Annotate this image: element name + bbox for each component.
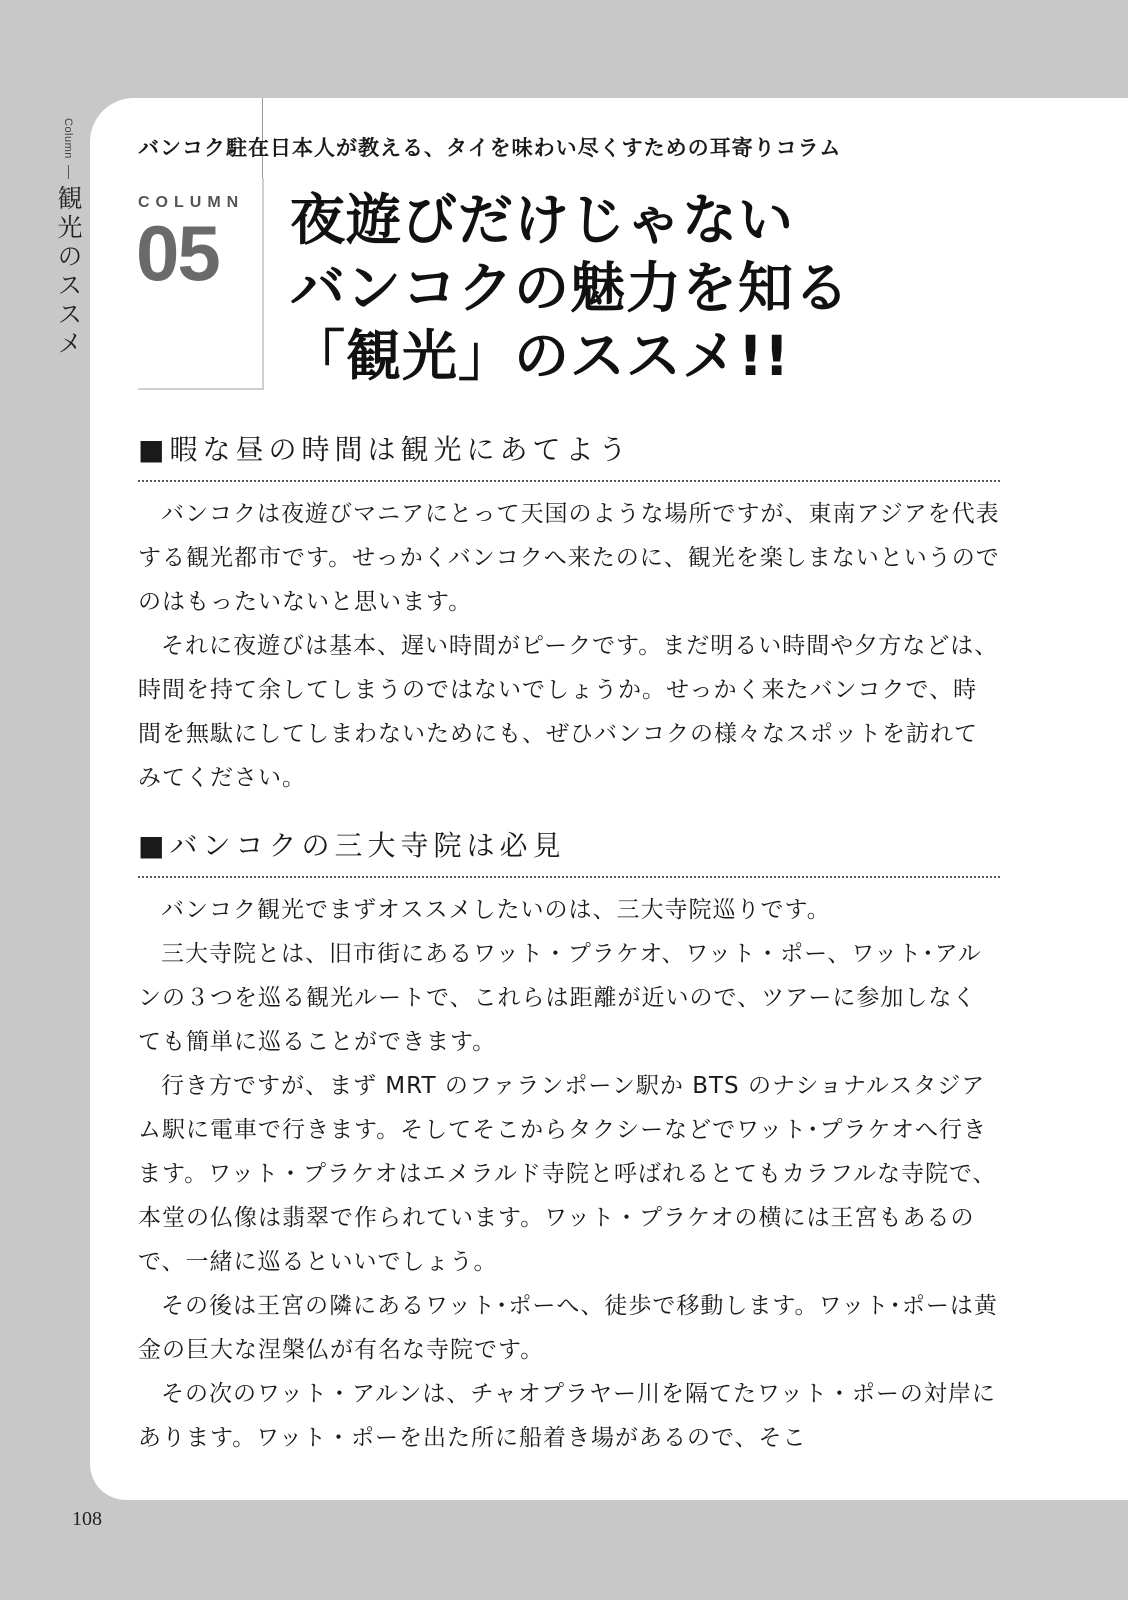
side-section-title: 観光のススメ (54, 184, 83, 359)
page-title-line: 夜遊びだけじゃない (290, 188, 795, 252)
section-heading: ■バンコクの三大寺院は必見 (138, 824, 1000, 878)
section-body (138, 888, 1000, 1460)
header-horizontal-rule (138, 388, 264, 390)
paragraph: その次のワット・アルンは、チャオプラヤー川を隔てたワット・ポーの対岸にあります。ワット・ポーを出た所に船着き場があるので、そこ (138, 1381, 996, 1451)
column-label: COLUMN (138, 194, 245, 211)
side-column-tab (48, 118, 88, 359)
page-title-line: 「観光」のススメ!! (290, 324, 791, 388)
section-body (138, 492, 1000, 800)
section-heading: ■暇な昼の時間は観光にあてよう (138, 428, 1000, 482)
side-column-label: Column (62, 118, 74, 159)
header-vertical-rule (262, 178, 264, 390)
page-title-line: バンコクの魅力を知る (290, 256, 851, 320)
paragraph: バンコク観光でまずオススメしたいのは、三大寺院巡りです。 (161, 897, 831, 923)
page-title (290, 186, 1010, 390)
paragraph: その後は王宮の隣にあるワット･ポーへ、徒歩で移動します。ワット･ポーは黄金の巨大な涅槃仏が有名な寺院です。 (138, 1293, 998, 1363)
paragraph: それに夜遊びは基本、遅い時間がピークです。まだ明るい時間や夕方などは、時間を持て余してしまうのではないでしょうか。せっかく来たバンコクで、時間を無駄にしてしまわないためにも、ぜひバンコクの様々なスポットを訪れてみてください。 (138, 633, 999, 791)
paragraph: 行き方ですが、まず MRT のファランポーン駅か BTS のナショナルスタジアム駅に電車で行きます。そしてそこからタクシーなどでワット･プラケオへ行きます。ワット・プラケオはエメラルド寺院と呼ばれるとてもカラフルな寺院で、本堂の仏像は翡翠で作られています。ワット・プラケオの横には王宮もあるので、一緒に巡るといいでしょう。 (138, 1073, 997, 1275)
page-number: 108 (72, 1508, 102, 1530)
side-divider (68, 165, 69, 179)
header-kicker: バンコク駐在日本人が教える、タイを味わい尽くすための耳寄りコラム (138, 136, 842, 160)
paragraph: 三大寺院とは、旧市街にあるワット・プラケオ、ワット・ポー、ワット･アルンの３つを巡る観光ルートで、これらは距離が近いので、ツアーに参加しなくても簡単に巡ることができます。 (138, 941, 982, 1055)
column-number: 05 (136, 209, 219, 297)
paragraph: バンコクは夜遊びマニアにとって天国のような場所ですが、東南アジアを代表する観光都市です。せっかくバンコクへ来たのに、観光を楽しまないというのでのはもったいないと思います。 (138, 501, 1000, 615)
